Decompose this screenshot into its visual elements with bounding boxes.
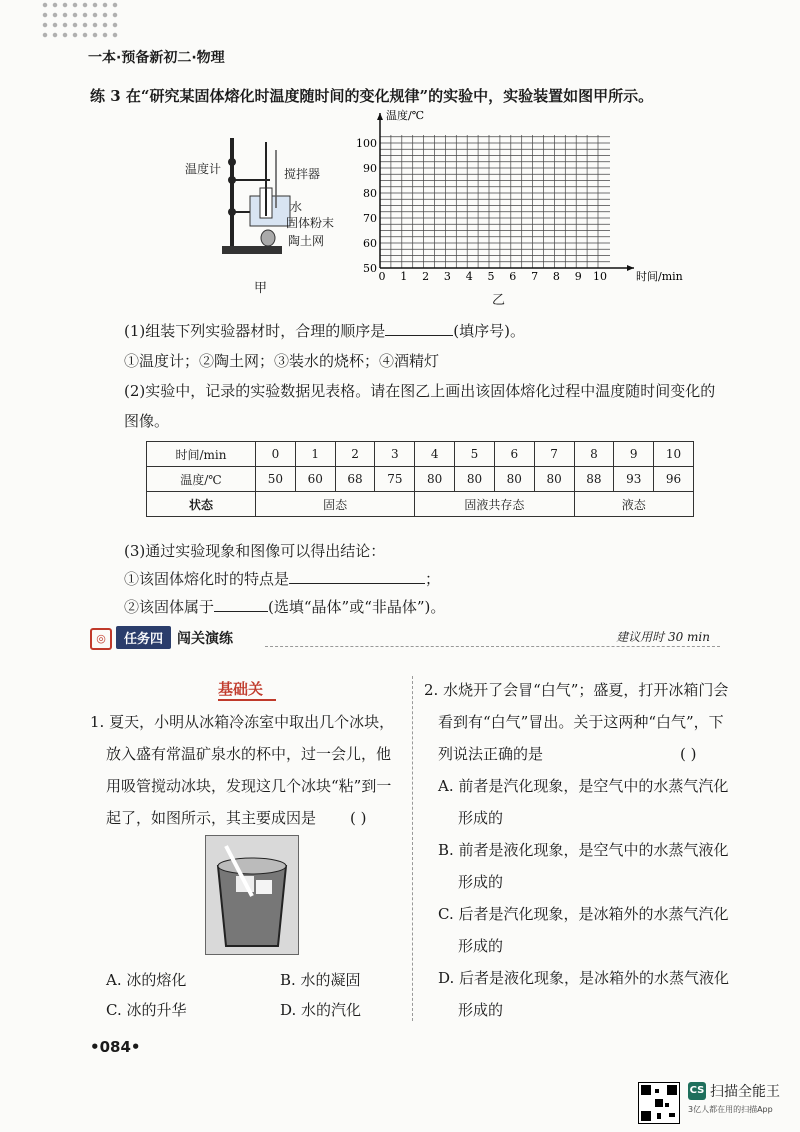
ex3-q3-intro: (3)通过实验现象和图像可以得出结论： (124, 542, 386, 560)
column-divider (412, 676, 413, 1021)
y-tick-label: 80 (363, 187, 377, 200)
ex3-q2-line2: 图像。 (124, 412, 170, 430)
q2-option-d-line2: 形成的 (458, 1001, 504, 1019)
task-icon: ◎ (90, 628, 112, 650)
table-row-state (147, 492, 694, 517)
ex3-q3-item1 (124, 568, 440, 589)
q1-option-b[interactable]: B. 水的凝固 (280, 971, 361, 989)
temp-cell: 96 (654, 467, 694, 492)
temp-cell: 88 (574, 467, 614, 492)
task4-title: 闯关演练 (177, 631, 234, 647)
ex3-q2-line1: (2)实验中，记录的实验数据见表格。请在图乙上画出该固体熔化过程中温度随时间变化的 (124, 382, 716, 400)
table-header-temp: 温度/℃ (147, 467, 256, 492)
page-header: 一本·预备新初二·物理 (88, 50, 225, 66)
state-solid: 固态 (256, 492, 415, 517)
state-liquid: 液态 (574, 492, 694, 517)
task4-bar (90, 626, 720, 650)
temp-cell: 60 (295, 467, 335, 492)
ex3-q3-item1-text: ①该固体熔化时的特点是 (124, 570, 290, 588)
q1-option-d[interactable]: D. 水的汽化 (280, 1001, 362, 1019)
ex3-q3-item2-suffix: (选填“晶体”或“非晶体”)。 (268, 598, 446, 616)
ex3-q1-suffix: (填序号)。 (453, 322, 525, 340)
suggested-time: 建议用时 30 min (616, 630, 710, 644)
ex3-q3-item2 (124, 596, 445, 617)
x-tick-label: 5 (487, 270, 495, 283)
figure-jia-caption: 甲 (254, 281, 268, 296)
qr-code-icon (638, 1082, 680, 1124)
q2-option-a-line1[interactable]: A. 前者是汽化现象，是空气中的水蒸气汽化 (438, 777, 729, 795)
q1-option-c[interactable]: C. 冰的升华 (106, 1001, 187, 1019)
label-gauze: 陶土网 (288, 234, 325, 248)
ex3-q1-blank[interactable] (385, 321, 453, 336)
y-tick-label: 60 (363, 237, 377, 250)
time-cell: 0 (256, 442, 296, 467)
y-tick-label: 50 (363, 262, 377, 275)
label-water: 水 (290, 200, 303, 214)
table-header-time: 时间/min (147, 442, 256, 467)
x-tick-label: 1 (400, 270, 408, 283)
ex3-q1-text: (1)组装下列实验器材时，合理的顺序是 (124, 322, 386, 340)
x-tick-label: 10 (593, 270, 607, 283)
ice-in-glass-photo (205, 835, 299, 955)
y-axis-label: 温度/℃ (386, 109, 425, 122)
ex3-q3-item1-end: ； (425, 570, 441, 588)
page-number: •084• (90, 1038, 141, 1056)
q2-option-c-line2: 形成的 (458, 937, 504, 955)
q2-option-a (438, 770, 728, 834)
q1-line: 1. 夏天，小明从冰箱冷冻室中取出几个冰块， (90, 713, 395, 731)
table-row-time (147, 442, 694, 467)
time-cell: 7 (534, 442, 574, 467)
y-tick-label: 100 (356, 137, 377, 150)
ex3-q1 (124, 320, 525, 341)
q2-line: 2. 水烧开了会冒“白气”；盛夏，打开冰箱门会 (424, 681, 729, 699)
scanner-app-name: 扫描全能王 (710, 1084, 780, 1100)
alcohol-lamp (261, 230, 275, 246)
q2-option-b-line2: 形成的 (458, 873, 504, 891)
y-tick-label: 90 (363, 162, 377, 175)
time-cell: 3 (375, 442, 415, 467)
temp-cell: 68 (335, 467, 375, 492)
temp-cell: 80 (534, 467, 574, 492)
q2-option-d-line1[interactable]: D. 后者是液化现象，是冰箱外的水蒸气液化 (438, 969, 730, 987)
q2-line: 看到有“白气”冒出。关于这两种“白气”，下 (438, 713, 724, 731)
label-powder: 固体粉末 (286, 216, 335, 230)
q2-option-a-line2: 形成的 (458, 809, 504, 827)
table-header-state: 状态 (147, 492, 256, 517)
q2-option-b-line1[interactable]: B. 前者是液化现象，是空气中的水蒸气液化 (438, 841, 729, 859)
x-axis-arrow (627, 265, 634, 271)
temp-cell: 80 (415, 467, 455, 492)
time-cell: 6 (494, 442, 534, 467)
time-cell: 2 (335, 442, 375, 467)
time-cell: 1 (295, 442, 335, 467)
q1-line: 起了，如图所示，其主要成因是 (106, 809, 317, 827)
x-tick-label: 6 (509, 270, 517, 283)
stand-base (222, 246, 282, 254)
ex3-q3-blank2[interactable] (214, 597, 268, 612)
x-tick-label: 3 (443, 270, 451, 283)
divider (265, 646, 720, 647)
temperature-time-chart (356, 109, 683, 290)
data-table (146, 441, 694, 517)
q1-line: 放入盛有常温矿泉水的杯中，过一会儿，他 (106, 745, 392, 763)
ex3-q3-blank1[interactable] (289, 569, 425, 584)
q2-line: 列说法正确的是 (438, 745, 544, 763)
scanner-logo-icon: CS (688, 1082, 706, 1100)
y-axis-arrow (377, 113, 383, 120)
time-cell: 4 (415, 442, 455, 467)
label-thermometer: 温度计 (185, 162, 222, 176)
figure-yi-caption: 乙 (492, 293, 506, 308)
label-stirrer: 搅拌器 (284, 167, 321, 181)
q2-option-d (438, 962, 729, 1026)
basic-level-underline (218, 699, 276, 701)
basic-level-title: 基础关 (218, 680, 264, 698)
time-cell: 8 (574, 442, 614, 467)
x-tick-label: 8 (552, 270, 560, 283)
q1-answer-paren[interactable]: ( ) (350, 809, 367, 827)
exercise-3-title: 练 3 在“研究某固体熔化时温度随时间的变化规律”的实验中，实验装置如图甲所示。 (90, 87, 654, 105)
scanner-tagline: 3亿人都在用的扫描App (688, 1105, 773, 1114)
x-axis-label: 时间/min (636, 270, 683, 283)
q2-option-b (438, 834, 729, 898)
q2-option-c (438, 898, 728, 962)
y-tick-label: 70 (363, 212, 377, 225)
decorative-dots (40, 0, 120, 40)
temp-cell: 80 (455, 467, 495, 492)
temp-cell: 80 (494, 467, 534, 492)
x-tick-label: 4 (465, 270, 473, 283)
table-row-temp (147, 467, 694, 492)
question-1 (90, 706, 394, 834)
x-tick-label: 0 (378, 270, 386, 283)
x-tick-label: 7 (531, 270, 539, 283)
task4-tag: 任务四 (116, 626, 171, 649)
q1-option-a[interactable]: A. 冰的熔化 (106, 971, 187, 989)
temp-cell: 75 (375, 467, 415, 492)
ex3-q3-item2-text: ②该固体属于 (124, 598, 215, 616)
q1-line: 用吸管搅动冰块，发现这几个冰块“粘”到一 (106, 777, 392, 795)
q2-answer-paren[interactable]: ( ) (680, 745, 697, 763)
ex3-q1-options: ①温度计；②陶土网；③装水的烧杯；④酒精灯 (124, 352, 440, 370)
time-cell: 10 (654, 442, 694, 467)
q2-option-c-line1[interactable]: C. 后者是汽化现象，是冰箱外的水蒸气汽化 (438, 905, 729, 923)
time-cell: 9 (614, 442, 654, 467)
state-mixed: 固液共存态 (415, 492, 574, 517)
temp-cell: 93 (614, 467, 654, 492)
x-tick-label: 2 (422, 270, 430, 283)
time-cell: 5 (455, 442, 495, 467)
x-tick-label: 9 (574, 270, 582, 283)
temp-cell: 50 (256, 467, 296, 492)
